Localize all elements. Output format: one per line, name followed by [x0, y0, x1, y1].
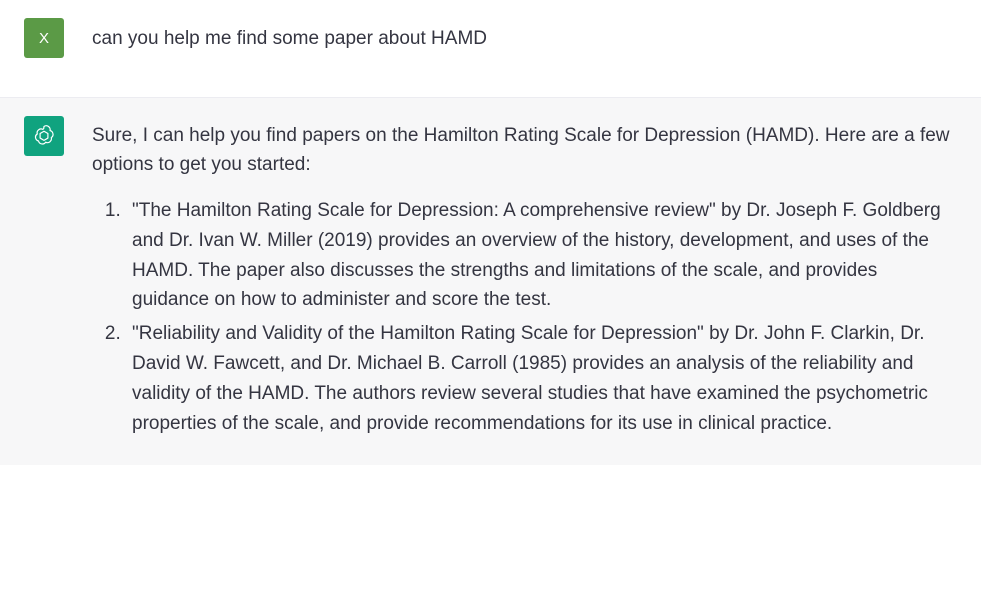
list-item: 2. "Reliability and Validity of the Hamilton Rating Scale for Depression" by Dr. John F. Clarkin, Dr. David W. Fawcett, and Dr. Michael B. Carroll (1985) provides an analysis of the reliability and validity of the HAMD. The authors review several studies that have examined the psychometric properties of the scale, and provide recommendations for its use in clinical practice.: [126, 319, 951, 438]
assistant-intro-text: Sure, I can help you find papers on the Hamilton Rating Scale for Depression (HAMD). Here are a few options to get you started:: [92, 125, 950, 176]
assistant-message-body: [92, 120, 951, 443]
list-item: 1. "The Hamilton Rating Scale for Depression: A comprehensive review" by Dr. Joseph F. Goldberg and Dr. Ivan W. Miller (2019) provides an overview of the history, development, and uses of the HAMD. The paper also discusses the strengths and limitations of the scale, and provides guidance on how to administer and score the test.: [126, 196, 951, 315]
avatar-user-label: X: [38, 29, 49, 47]
avatar-user: [24, 18, 64, 58]
chat-message-user: [0, 0, 981, 98]
openai-logo-icon: [31, 123, 57, 149]
user-message-text: can you help me find some paper about HAMD: [92, 28, 487, 49]
avatar-assistant: [24, 116, 64, 156]
chat-message-assistant: [0, 98, 981, 465]
paper-suggestion-list: [92, 196, 951, 439]
